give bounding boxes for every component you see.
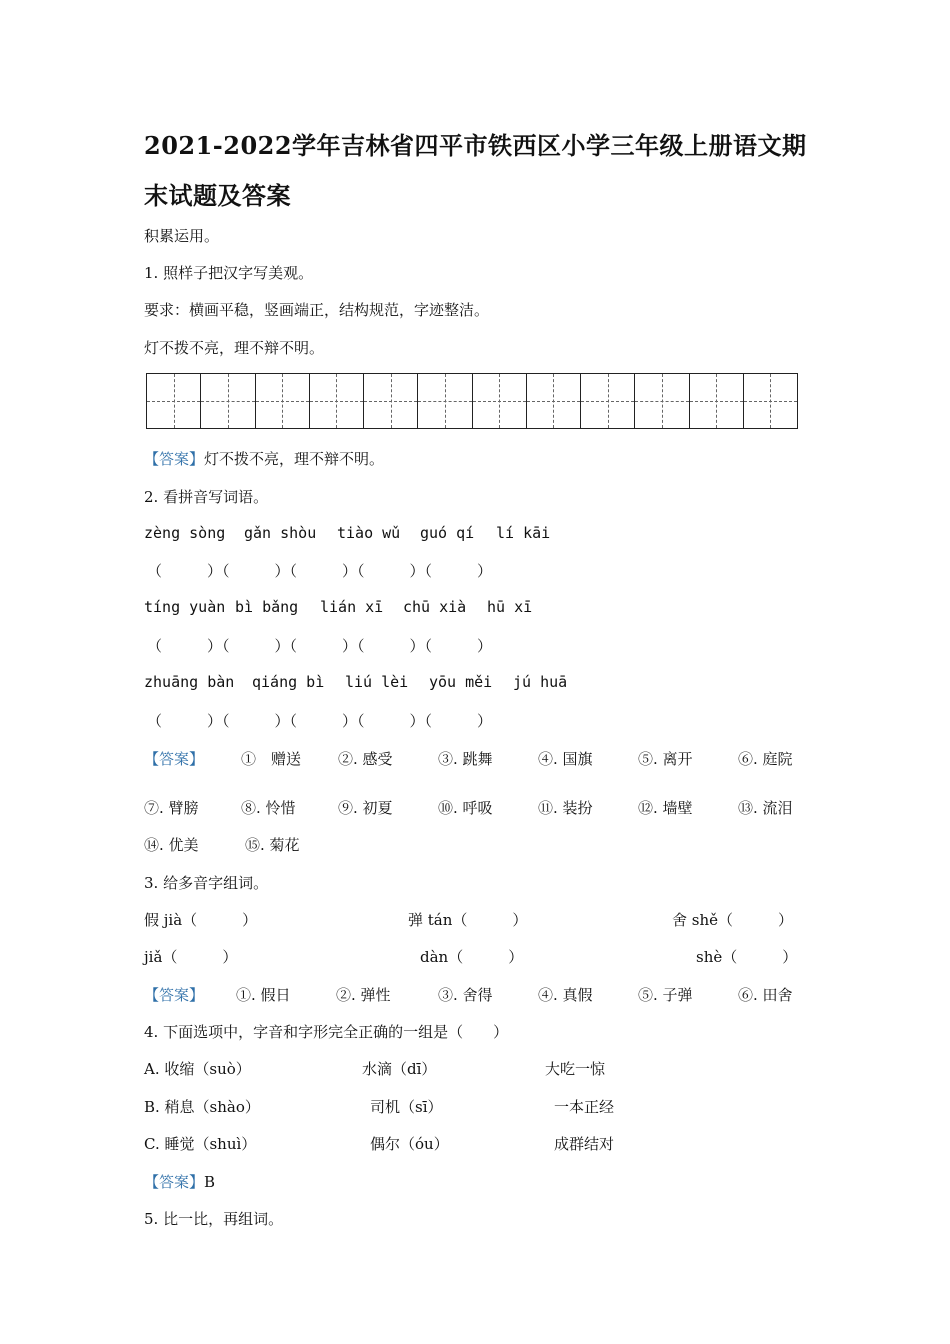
grid-cell: [744, 374, 797, 428]
answer-blanks: （ ）（ ）（ ）（ ）（ ）: [147, 712, 493, 730]
pinyin: zhuāng bàn: [144, 673, 235, 691]
page-title-line-1: 2021-2022学年吉林省四平市铁西区小学三年级上册语文期: [144, 131, 807, 160]
answer-item: ⑨. 初夏: [338, 799, 393, 817]
grid-cell: [201, 374, 255, 428]
option-b-word-2: 司机（sī）: [370, 1098, 443, 1116]
grid-cell: [256, 374, 310, 428]
pinyin: jú huā: [513, 673, 568, 691]
answer-item: ③. 舍得: [438, 986, 493, 1004]
pinyin: qiáng bì: [252, 673, 325, 691]
question-2: 2. 看拼音写词语。: [144, 488, 269, 506]
answer-item: ②. 弹性: [336, 986, 391, 1004]
answer-item: ⑥. 庭院: [738, 750, 793, 768]
pinyin: tíng yuàn: [144, 598, 226, 616]
answer-item: ⑭. 优美: [144, 836, 199, 854]
grid-cell: [527, 374, 581, 428]
answer-label: 【答案】: [144, 1173, 205, 1191]
grid-cell: [473, 374, 527, 428]
polyphone-item: jiǎ（ ）: [144, 948, 238, 966]
option-b-word-3: 一本正经: [554, 1098, 615, 1116]
question-1-requirement: 要求：横画平稳，竖画端正，结构规范，字迹整洁。: [144, 301, 490, 319]
question-4: 4. 下面选项中，字音和字形完全正确的一组是（ ）: [144, 1023, 509, 1041]
polyphone-item: dàn（ ）: [420, 948, 524, 966]
answer-item: ①. 假日: [236, 986, 291, 1004]
pinyin: yōu měi: [429, 673, 493, 691]
answer-text: 灯不拨不亮，理不辩不明。: [204, 450, 385, 468]
polyphone-item: 假 jià（ ）: [144, 911, 258, 929]
answer-text: B: [204, 1173, 216, 1191]
answer-label: 【答案】: [144, 986, 205, 1004]
option-c-word-2: 偶尔（óu）: [370, 1135, 449, 1153]
grid-cell: [690, 374, 744, 428]
polyphone-item: shè（ ）: [696, 948, 798, 966]
polyphone-item: 舍 shě（ ）: [672, 911, 794, 929]
answer-item: ⑧. 怜惜: [241, 799, 296, 817]
grid-cell: [635, 374, 689, 428]
answer-blanks: （ ）（ ）（ ）（ ）（ ）: [147, 562, 493, 580]
answer-blanks: （ ）（ ）（ ）（ ）（ ）: [147, 637, 493, 655]
grid-cell: [418, 374, 472, 428]
answer-item: ⑮. 菊花: [245, 836, 300, 854]
pinyin: guó qí: [420, 524, 475, 542]
pinyin: bì bǎng: [235, 598, 299, 616]
question-5: 5. 比一比，再组词。: [144, 1210, 284, 1228]
answer-item: ②. 感受: [338, 750, 393, 768]
answer-item: ① 赠送: [241, 750, 302, 768]
pinyin: lián xī: [320, 598, 384, 616]
option-c: C. 睡觉（shuì）: [144, 1135, 257, 1153]
question-1-sentence: 灯不拨不亮，理不辩不明。: [144, 339, 325, 357]
answer-item: ⑤. 离开: [638, 750, 693, 768]
grid-cell: [310, 374, 364, 428]
pinyin: chū xià: [403, 598, 467, 616]
option-c-word-3: 成群结对: [554, 1135, 615, 1153]
answer-item: ⑬. 流泪: [738, 799, 793, 817]
answer-item: ④. 国旗: [538, 750, 593, 768]
page-title-line-2: 末试题及答案: [144, 181, 291, 210]
answer-label: 【答案】: [144, 750, 205, 768]
answer-item: ⑦. 臂膀: [144, 799, 199, 817]
answer-item: ④. 真假: [538, 986, 593, 1004]
answer-item: ③. 跳舞: [438, 750, 493, 768]
answer-label: 【答案】: [144, 450, 205, 468]
option-b: B. 稍息（shào）: [144, 1098, 260, 1116]
writing-grid: [146, 373, 798, 429]
answer-item: ⑥. 田舍: [738, 986, 793, 1004]
pinyin: lí kāi: [496, 524, 551, 542]
grid-cell: [147, 374, 201, 428]
question-4-answer: [144, 1171, 215, 1192]
option-a-word-2: 水滴（dī）: [362, 1060, 437, 1078]
pinyin: hū xī: [487, 598, 533, 616]
polyphone-item: 弹 tán（ ）: [408, 911, 528, 929]
answer-item: ⑤. 子弹: [638, 986, 693, 1004]
grid-cell: [581, 374, 635, 428]
pinyin: liú lèi: [345, 673, 409, 691]
question-1: 1. 照样子把汉字写美观。: [144, 264, 314, 282]
question-1-answer: [144, 448, 384, 469]
option-a: A. 收缩（suò）: [144, 1060, 251, 1078]
question-3: 3. 给多音字组词。: [144, 874, 269, 892]
answer-item: ⑩. 呼吸: [438, 799, 493, 817]
pinyin: zèng sòng: [144, 524, 226, 542]
answer-item: ⑪. 装扮: [538, 799, 593, 817]
answer-item: ⑫. 墙壁: [638, 799, 693, 817]
section-heading: 积累运用。: [144, 227, 220, 245]
pinyin: gǎn shòu: [244, 524, 317, 542]
grid-cell: [364, 374, 418, 428]
option-a-word-3: 大吃一惊: [545, 1060, 606, 1078]
pinyin: tiào wǔ: [337, 524, 401, 542]
